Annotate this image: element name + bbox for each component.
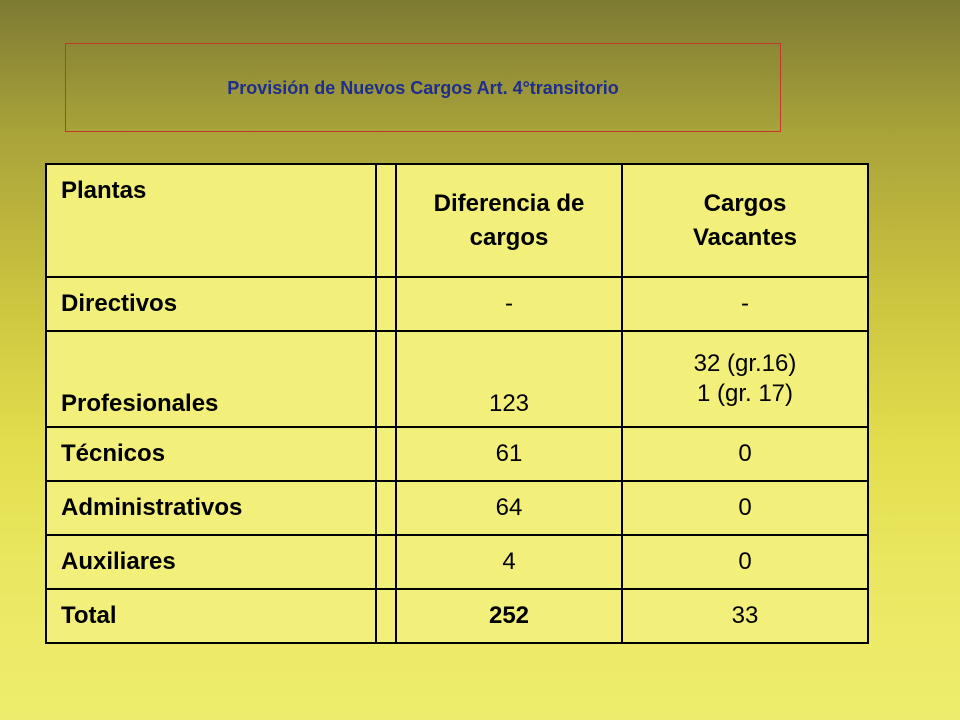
row-diferencia: 123 (396, 331, 622, 427)
row-planta-total: Total (46, 589, 376, 643)
header-vacantes-line2: Vacantes (692, 223, 798, 251)
table-row (46, 331, 868, 427)
spacer-cell (376, 164, 396, 277)
row-planta: Técnicos (46, 427, 376, 481)
table-row (46, 277, 868, 331)
spacer-cell (376, 427, 396, 481)
table-row-total (46, 589, 868, 643)
header-diferencia-line1: Diferencia de (433, 189, 585, 217)
row-vacantes: 0 (622, 427, 868, 481)
table-row (46, 535, 868, 589)
row-diferencia: 61 (396, 427, 622, 481)
row-vacantes-total: 33 (622, 589, 868, 643)
row-diferencia: - (396, 277, 622, 331)
spacer-cell (376, 535, 396, 589)
spacer-cell (376, 331, 396, 427)
row-diferencia-total: 252 (396, 589, 622, 643)
row-vacantes-line1: 32 (gr.16) (693, 350, 797, 377)
title-box (65, 43, 781, 132)
row-vacantes: 0 (622, 481, 868, 535)
row-diferencia: 64 (396, 481, 622, 535)
row-planta: Administrativos (46, 481, 376, 535)
row-planta: Profesionales (46, 331, 376, 427)
header-vacantes (622, 164, 868, 277)
cargos-table (45, 163, 869, 644)
row-diferencia: 4 (396, 535, 622, 589)
row-vacantes-line2: 1 (gr. 17) (696, 380, 794, 407)
table-row (46, 427, 868, 481)
row-planta: Directivos (46, 277, 376, 331)
spacer-cell (376, 277, 396, 331)
spacer-cell (376, 481, 396, 535)
table-row (46, 481, 868, 535)
row-vacantes (622, 331, 868, 427)
header-vacantes-line1: Cargos (703, 189, 787, 217)
header-plantas: Plantas (46, 164, 376, 277)
slide-title: Provisión de Nuevos Cargos Art. 4°transitorio (227, 78, 619, 98)
header-diferencia (396, 164, 622, 277)
row-planta: Auxiliares (46, 535, 376, 589)
spacer-cell (376, 589, 396, 643)
header-diferencia-line2: cargos (469, 223, 549, 251)
row-vacantes: - (622, 277, 868, 331)
table-header-row (46, 164, 868, 277)
row-vacantes: 0 (622, 535, 868, 589)
